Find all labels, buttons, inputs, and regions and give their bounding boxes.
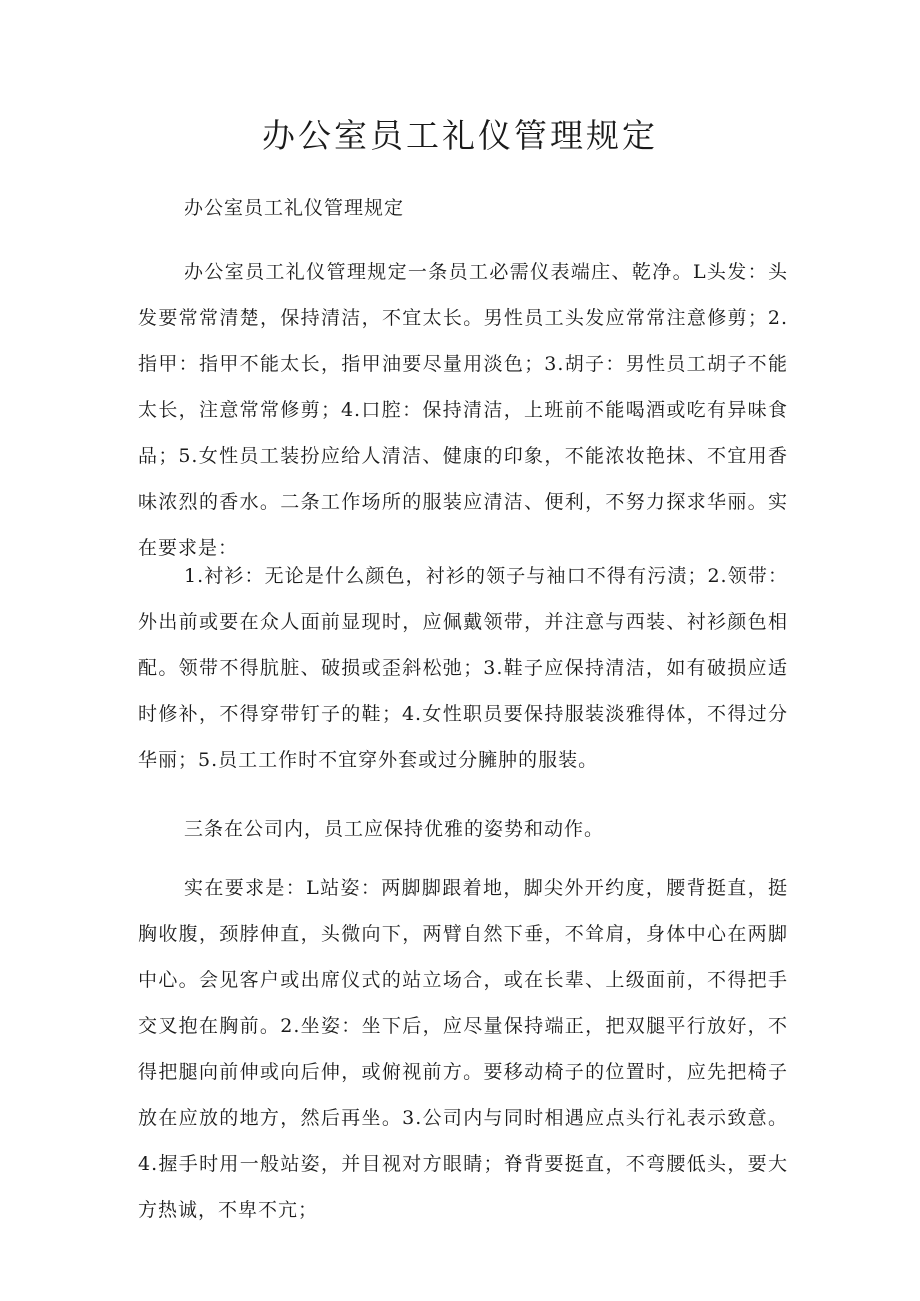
document-subtitle: 办公室员工礼仪管理规定: [184, 197, 405, 219]
document-title: 办公室员工礼仪管理规定: [262, 116, 658, 155]
paragraph-2: 1.衬衫：无论是什么颜色，衬衫的领子与袖口不得有污渍；2.领带：外出前或要在众人面前显现时，应佩戴领带，并注意与西装、衬衫颜色相配。领带不得肮脏、破损或歪斜松弛；3.鞋子应保持清洁，如有破损应适时修补，不得穿带钉子的鞋；4.女性职员要保持服装淡雅得体，不得过分华丽；5.员工工作时不宜穿外套或过分臃肿的服装。: [138, 565, 788, 771]
paragraph-3: 三条在公司内，员工应保持优雅的姿势和动作。: [184, 818, 605, 840]
paragraph-1: 办公室员工礼仪管理规定一条员工必需仪表端庄、乾净。L头发：头发要常常清楚，保持清洁，不宜太长。男性员工头发应常常注意修剪；2.指甲：指甲不能太长，指甲油要尽量用淡色；3.胡子：男性员工胡子不能太长，注意常常修剪；4.口腔：保持清洁，上班前不能喝酒或吃有异味食品；5.女性员工装扮应给人清洁、健康的印象，不能浓妆艳抹、不宜用香味浓烈的香水。二条工作场所的服装应清洁、便利，不努力探求华丽。实在要求是：: [138, 261, 788, 559]
paragraph-4: 实在要求是：L站姿：两脚脚跟着地，脚尖外开约度，腰背挺直，挺胸收腹，颈脖伸直，头微向下，两臂自然下垂，不耸肩，身体中心在两脚中心。会见客户或出席仪式的站立场合，或在长辈、上级面前，不得把手交叉抱在胸前。2.坐姿：坐下后，应尽量保持端正，把双腿平行放好，不得把腿向前伸或向后伸，或俯视前方。要移动椅子的位置时，应先把椅子放在应放的地方，然后再坐。3.公司内与同时相遇应点头行礼表示致意。4.握手时用一般站姿，并目视对方眼睛；脊背要挺直，不弯腰低头，要大方热诚，不卑不亢；: [138, 877, 788, 1221]
